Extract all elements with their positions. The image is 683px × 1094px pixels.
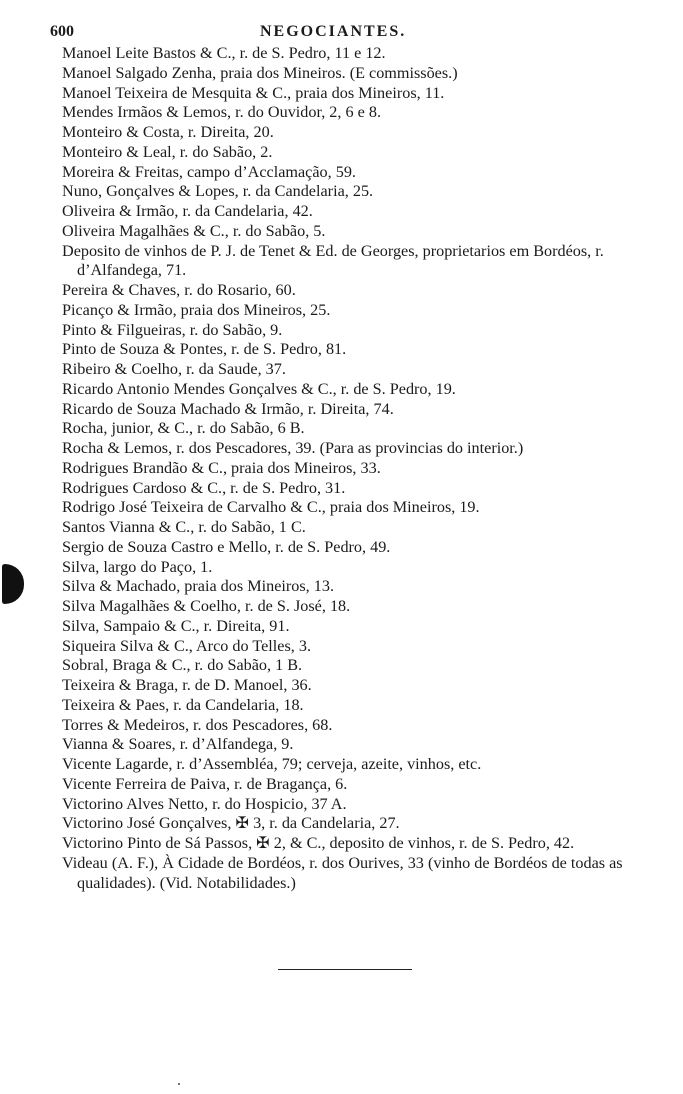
list-item: Moreira & Freitas, campo d’Acclamação, 59. bbox=[62, 162, 356, 181]
list-item: Victorino José Gonçalves, ✠ 3, r. da Candelaria, 27. bbox=[62, 814, 400, 833]
list-item: Silva, Sampaio & C., r. Direita, 91. bbox=[62, 616, 290, 635]
page-number: 600 bbox=[50, 23, 74, 40]
list-item: Sergio de Souza Castro e Mello, r. de S. Pedro, 49. bbox=[62, 537, 391, 556]
list-item: Rodrigo José Teixeira de Carvalho & C., praia dos Mineiros, 19. bbox=[62, 498, 480, 517]
list-item: Silva & Machado, praia dos Mineiros, 13. bbox=[62, 577, 334, 596]
list-item: Monteiro & Costa, r. Direita, 20. bbox=[62, 123, 274, 141]
list-item: Teixeira & Paes, r. da Candelaria, 18. bbox=[62, 695, 304, 714]
list-item: Oliveira Magalhães & C., r. do Sabão, 5. bbox=[62, 221, 326, 240]
list-item: Santos Vianna & C., r. do Sabão, 1 C. bbox=[62, 518, 306, 536]
list-item: Torres & Medeiros, r. dos Pescadores, 68. bbox=[62, 715, 333, 734]
list-item: Victorino Pinto de Sá Passos, ✠ 2, & C., deposito de vinhos, r. de S. Pedro, 42. bbox=[62, 834, 575, 852]
section-divider bbox=[278, 969, 412, 970]
list-item: Teixeira & Braga, r. de D. Manoel, 36. bbox=[62, 676, 312, 694]
list-item: Nuno, Gonçalves & Lopes, r. da Candelaria, 25. bbox=[62, 182, 374, 201]
list-item: Vianna & Soares, r. d’Alfandega, 9. bbox=[62, 735, 294, 754]
list-item: Rocha, junior, & C., r. do Sabão, 6 B. bbox=[62, 419, 305, 438]
list-item: Vicente Lagarde, r. d’Assembléa, 79; cerveja, azeite, vinhos, etc. bbox=[62, 755, 482, 773]
list-item: Vicente Ferreira de Paiva, r. de Bragança, 6. bbox=[62, 774, 348, 793]
list-item: Deposito de vinhos de P. J. de Tenet & Ed. de Georges, proprietarios em Bordéos, r. d’Alfandega, 71. bbox=[62, 241, 604, 280]
list-item: Manoel Teixeira de Mesquita & C., praia dos Mineiros, 11. bbox=[62, 83, 445, 102]
list-item: Pereira & Chaves, r. do Rosario, 60. bbox=[62, 281, 296, 299]
list-item: Silva Magalhães & Coelho, r. de S. José, 18. bbox=[62, 597, 351, 615]
list-item: Manoel Leite Bastos & C., r. de S. Pedro, 11 e 12. bbox=[62, 44, 386, 62]
page-header bbox=[50, 23, 650, 45]
list-item: Rodrigues Cardoso & C., r. de S. Pedro, 31. bbox=[62, 478, 346, 497]
list-item: Picanço & Irmão, praia dos Mineiros, 25. bbox=[62, 300, 331, 319]
list-item: Videau (A. F.), À Cidade de Bordéos, r. dos Ourives, 33 (vinho de Bordéos de todas as qualidades). (Vid. Notabilidades.) bbox=[62, 853, 623, 892]
ink-bleed-mark bbox=[2, 564, 24, 604]
list-item: Rocha & Lemos, r. dos Pescadores, 39. (Para as provincias do interior.) bbox=[62, 439, 524, 457]
list-item: Oliveira & Irmão, r. da Candelaria, 42. bbox=[62, 202, 313, 220]
list-item: Siqueira Silva & C., Arco do Telles, 3. bbox=[62, 636, 311, 655]
list-item: Sobral, Braga & C., r. do Sabão, 1 B. bbox=[62, 656, 303, 675]
list-item: Ricardo Antonio Mendes Gonçalves & C., r. de S. Pedro, 19. bbox=[62, 379, 456, 398]
list-item: Ribeiro & Coelho, r. da Saude, 37. bbox=[62, 360, 286, 378]
list-item: Victorino Alves Netto, r. do Hospicio, 37 A. bbox=[62, 794, 347, 813]
list-item: Pinto de Souza & Pontes, r. de S. Pedro, 81. bbox=[62, 340, 347, 359]
list-item: Mendes Irmãos & Lemos, r. do Ouvidor, 2, 6 e 8. bbox=[62, 103, 382, 122]
ink-speck bbox=[178, 1083, 180, 1085]
merchant-list bbox=[62, 44, 636, 893]
list-item: Monteiro & Leal, r. do Sabão, 2. bbox=[62, 142, 273, 161]
list-item: Rodrigues Brandão & C., praia dos Mineiros, 33. bbox=[62, 458, 381, 477]
running-head: NEGOCIANTES. bbox=[260, 23, 407, 40]
list-item: Silva, largo do Paço, 1. bbox=[62, 557, 213, 576]
list-item: Manoel Salgado Zenha, praia dos Mineiros. (E commissões.) bbox=[62, 63, 458, 82]
list-item: Ricardo de Souza Machado & Irmão, r. Direita, 74. bbox=[62, 399, 394, 418]
list-item: Pinto & Filgueiras, r. do Sabão, 9. bbox=[62, 320, 283, 339]
